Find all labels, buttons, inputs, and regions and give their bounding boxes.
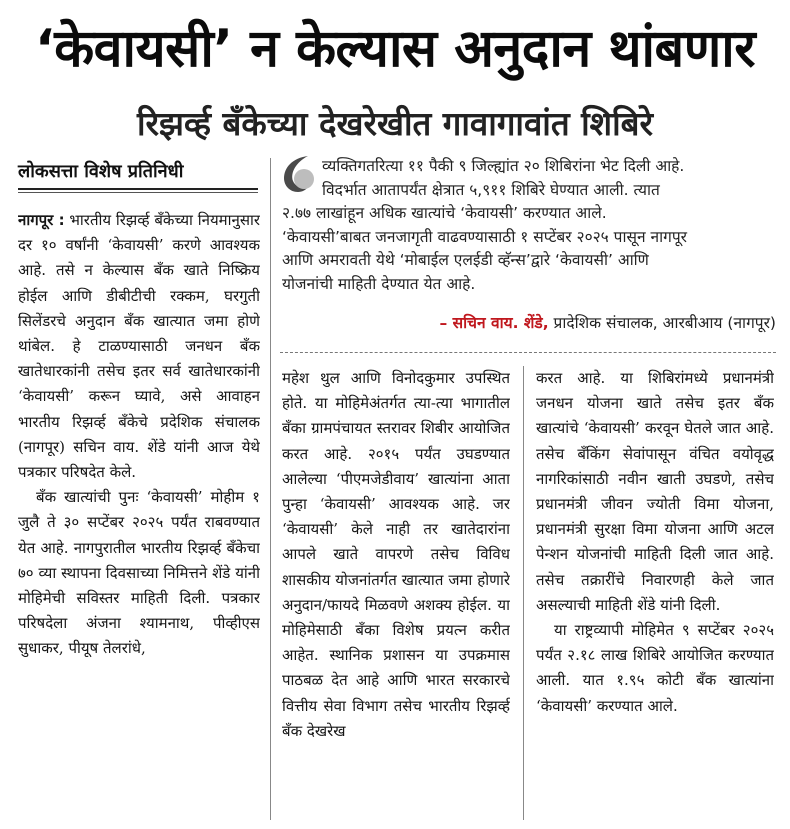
quote-attribution-title: प्रादेशिक संचालक, आरबीआय (नागपूर): [553, 314, 776, 332]
quote-line-6: योजनांची माहिती देण्यात येत आहे.: [282, 274, 476, 293]
left-paragraph-2: बँक खात्यांची पुनः ‘केवायसी’ मोहीम १ जुलै ते ३० सप्टेंबर २०२५ पर्यंत राबवण्यात येत आहे. नागपुरातील भारतीय रिझर्व्ह बँकेचा ७० व्या स्थापना दिवसाच्या निमित्तने शेंडे यांनी मोहिमेची सविस्तर माहिती दिली. पत्रकार परिषदेला अंजना श्यामनाथ, पीव्हीएस सुधाकर, पीयूष तेलरांधे,: [18, 488, 260, 658]
column-divider-right: [523, 366, 524, 820]
subheadline: रिझर्व्ह बँकेच्या देखरेखीत गावागावांत शिबिरे: [136, 104, 654, 143]
byline: लोकसत्ता विशेष प्रतिनिधी: [18, 161, 184, 182]
quote-attribution-name: – सचिन वाय. शेंडे,: [439, 314, 549, 332]
right-column: [536, 366, 774, 820]
quote-line-4: ‘केवायसी’बाबत जनजागृती वाढवण्यासाठी १ सप्टेंबर २०२५ पासून नागपूर: [282, 227, 687, 246]
right-paragraph-2: या राष्ट्रव्यापी मोहिमेत ९ सप्टेंबर २०२५ पर्यंत २.१८ लाख शिबिरे आयोजित करण्यात आली. यात १.९५ कोटी बँक खात्यांना ‘केवायसी’ करण्यात आले.: [536, 621, 774, 715]
byline-rule: [18, 188, 258, 190]
right-paragraph-1: करत आहे. या शिबिरांमध्ये प्रधानमंत्री जनधन योजना खाते तसेच इतर बँक खात्यांचे ‘केवायसी’ करवून घेतले जात आहे. तसेच बँकिंग सेवांपासून वंचित वयोवृद्ध नागरिकांसाठी नवीन खाती उघडणे, तसेच प्रधानमंत्री जीवन ज्योती विमा योजना, प्रधानमंत्री सुरक्षा विमा योजना आणि अटल पेन्शन योजनांची माहिती दिली जात आहे. तसेच तक्रारींचे निवारणही केले जात असल्याची माहिती शेंडे यांनी दिली.: [536, 369, 774, 614]
quote-line-1: व्यक्तिगतरित्या ११ पैकी ९ जिल्ह्यांत २० शिबिरांना भेट दिली आहे.: [322, 157, 685, 175]
quote-line-2: विदर्भात आतापर्यंत क्षेत्रात ५,९११ शिबिरे घेण्यात आली. त्यात: [322, 180, 660, 199]
left-paragraph-1: [18, 208, 260, 485]
middle-column: [282, 366, 510, 820]
quote-line-3: २.७७ लाखांहून अधिक खात्यांचे ‘केवायसी’ करण्यात आले.: [282, 204, 607, 222]
column-divider-left: [270, 158, 271, 820]
byline-rule-thin: [18, 192, 258, 193]
left-column: [18, 208, 260, 820]
quote-divider: [280, 352, 776, 353]
dateline: नागपूर :: [18, 211, 65, 229]
headline: ‘केवायसी’ न केल्यास अनुदान थांबणार: [34, 19, 756, 79]
pull-quote: [282, 155, 776, 296]
left-paragraph-1-text: भारतीय रिझर्व्ह बँकेच्या नियमानुसार दर १० वर्षांनी ‘केवायसी’ करणे आवश्यक आहे. तसे न केल्यास बँक खाते निष्क्रिय होईल आणि डीबीटीची रक्कम, घरगुती सिलेंडरचे अनुदान बँक खात्यात जमा होणे थांबेल. हे टाळण्यासाठी जनधन बँक खातेधारकांनी तसेच इतर सर्व खातेधारकांनी ‘केवायसी’ करून घ्यावे, असे आवाहन भारतीय रिझर्व्ह बँकेचे प्रदेशिक संचालक (नागपूर) सचिन वाय. शेंडे यांनी आज येथे पत्रकार परिषदेत केले.: [18, 211, 260, 482]
quote-line-5: आणि अमरावती येथे ‘मोबाईल एलईडी व्हॅन्स’द्वारे ‘केवायसी’ आणि: [282, 251, 649, 269]
middle-paragraph: महेश थुल आणि विनोदकुमार उपस्थित होते. या मोहिमेअंतर्गत त्या-त्या भागातील बँका ग्रामपंचायत स्तरावर शिबीर आयोजित करत आहे. २०१५ पर्यंत उघडण्यात आलेल्या ‘पीएमजेडीवाय’ खात्यांना आता पुन्हा ‘केवायसी’ आवश्यक आहे. जर ‘केवायसी’ केले नाही तर खातेदारांना आपले खाते वापरणे तसेच विविध शासकीय योजनांतर्गत खात्यात जमा होणारे अनुदान/फायदे मिळवणे अशक्य होईल. या मोहिमेसाठी बँका विशेष प्रयत्न करीत आहेत. स्थानिक प्रशासन या उपक्रमास पाठबळ देत आहे आणि भारत सरकारचे वित्तीय सेवा विभाग तसेच भारतीय रिझर्व्ह बँक देखरेख: [282, 369, 510, 740]
quote-attribution: [282, 310, 776, 336]
